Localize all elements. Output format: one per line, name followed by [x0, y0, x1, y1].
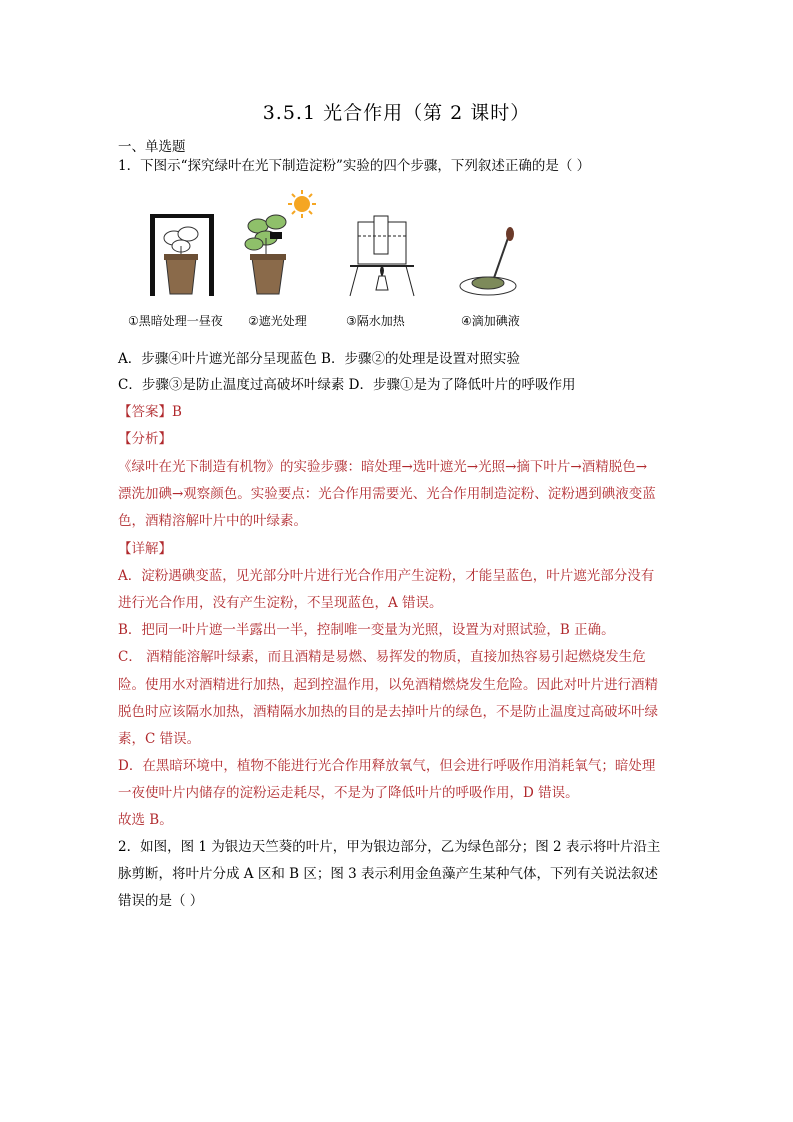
- detail-line: A．淀粉遇碘变蓝，见光部分叶片进行光合作用产生淀粉，才能呈蓝色，叶片遮光部分没有: [118, 568, 655, 584]
- question-1-stem: 1．下图示“探究绿叶在光下制造淀粉”实验的四个步骤，下列叙述正确的是（ ）: [118, 158, 591, 174]
- question-2-line: 错误的是（ ）: [118, 893, 204, 909]
- experiment-figure: [118, 186, 578, 336]
- page-title: 3.5.1 光合作用（第 2 课时）: [262, 102, 531, 124]
- detail-heading: 【详解】: [118, 541, 172, 557]
- water-bath-icon: [350, 216, 414, 296]
- answer-label: 【答案】B: [118, 404, 182, 420]
- detail-line: 一夜使叶片内储存的淀粉运走耗尽，不是为了降低叶片的呼吸作用，D 错误。: [118, 785, 579, 801]
- question-1-options-ab: A．步骤④叶片遮光部分呈现蓝色 B．步骤②的处理是设置对照实验: [118, 351, 520, 367]
- detail-line: B．把同一叶片遮一半露出一半，控制唯一变量为光照，设置为对照试验，B 正确。: [118, 622, 615, 638]
- caption-step-1: ①黑暗处理一昼夜: [128, 314, 223, 328]
- detail-line: 进行光合作用，没有产生淀粉，不呈现蓝色，A 错误。: [118, 595, 443, 611]
- question-2-line: 脉剪断，将叶片分成 A 区和 B 区；图 3 表示利用金鱼藻产生某种气体，下列有关说法叙述: [118, 866, 659, 882]
- detail-line: D．在黑暗环境中，植物不能进行光合作用释放氧气，但会进行呼吸作用消耗氧气；暗处理: [118, 758, 656, 774]
- detail-line: C． 酒精能溶解叶绿素，而且酒精是易燃、易挥发的物质，直接加热容易引起燃烧发生危: [118, 649, 646, 665]
- detail-line: 素，C 错误。: [118, 731, 201, 747]
- detail-line: 险。使用水对酒精进行加热，起到控温作用，以免酒精燃烧发生危险。因此对叶片进行酒精: [118, 677, 658, 693]
- section-heading: 一、单选题: [118, 139, 186, 155]
- caption-step-3: ③隔水加热: [346, 314, 405, 328]
- analysis-heading: 【分析】: [118, 431, 172, 447]
- sunlit-plant-icon: [245, 190, 316, 294]
- analysis-line: 《绿叶在光下制造有机物》的实验步骤：暗处理→选叶遮光→光照→摘下叶片→酒精脱色→: [118, 459, 648, 475]
- caption-step-4: ④滴加碘液: [461, 314, 520, 328]
- question-1-options-cd: C．步骤③是防止温度过高破坏叶绿素 D．步骤①是为了降低叶片的呼吸作用: [118, 377, 576, 393]
- analysis-line: 色，酒精溶解叶片中的叶绿素。: [118, 513, 307, 529]
- detail-line: 脱色时应该隔水加热，酒精隔水加热的目的是去掉叶片的绿色，不是防止温度过高破坏叶绿: [118, 704, 658, 720]
- analysis-line: 漂洗加碘→观察颜色。实验要点：光合作用需要光、光合作用制造淀粉、淀粉遇到碘液变蓝: [118, 486, 656, 502]
- detail-conclusion: 故选 B。: [118, 812, 173, 828]
- dark-box-plant-icon: [150, 214, 214, 296]
- question-2-line: 2．如图，图 1 为银边天竺葵的叶片，甲为银边部分，乙为绿色部分；图 2 表示将叶片沿主: [118, 839, 661, 855]
- dropper-dish-icon: [460, 227, 516, 295]
- caption-step-2: ②遮光处理: [248, 314, 307, 328]
